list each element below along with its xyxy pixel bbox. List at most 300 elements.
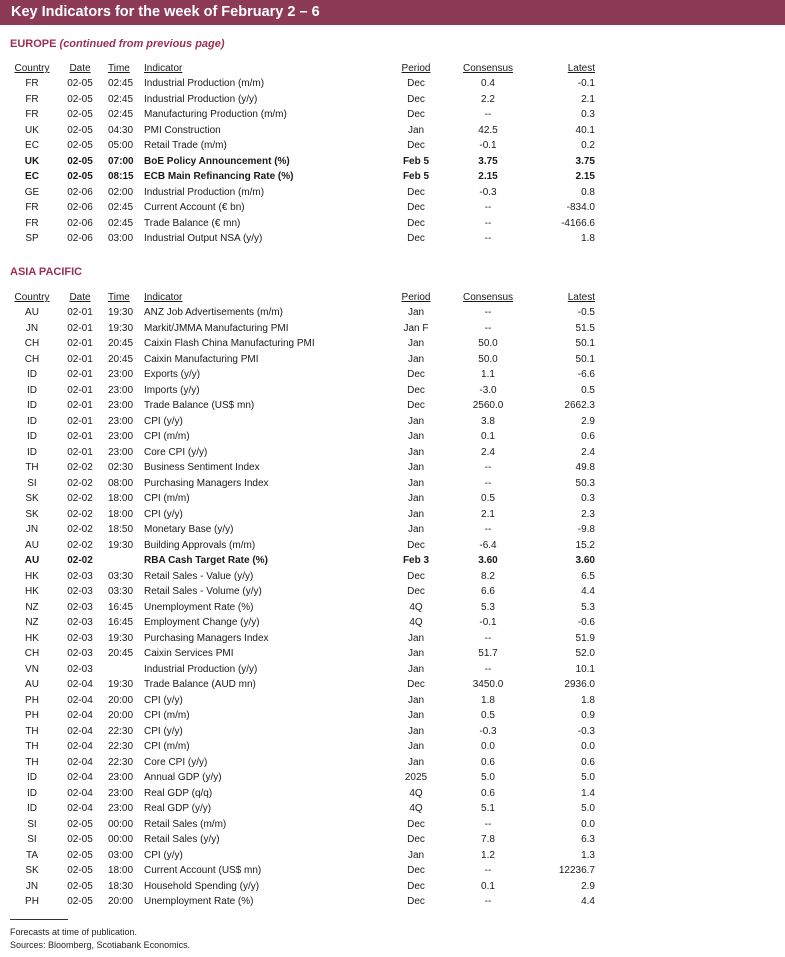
cell-date: 02-04 xyxy=(67,710,93,721)
cell-time: 19:30 xyxy=(108,322,134,334)
cell-country: TH xyxy=(25,725,39,737)
cell-latest: -0.6 xyxy=(577,617,595,628)
cell-time: 23:00 xyxy=(108,446,134,458)
table-row xyxy=(10,662,595,678)
cell-indicator: CPI (m/m) xyxy=(144,493,190,504)
cell-latest: -4166.6 xyxy=(561,217,595,229)
cell-indicator: Retail Sales (y/y) xyxy=(144,834,220,845)
cell-time: 19:30 xyxy=(108,632,134,644)
cell-indicator: CPI (m/m) xyxy=(144,710,190,721)
cell-country: VN xyxy=(25,663,39,675)
cell-time xyxy=(106,553,141,569)
cell-indicator: Manufacturing Production (m/m) xyxy=(144,109,287,120)
cell-date: 02-02 xyxy=(67,477,93,489)
cell-latest: 52.0 xyxy=(575,648,595,659)
cell-time: 22:30 xyxy=(108,741,134,752)
table-row xyxy=(10,231,595,247)
table-row xyxy=(10,476,595,492)
cell-date: 02-05 xyxy=(67,880,93,892)
col-date-header: Date xyxy=(69,63,91,74)
cell-latest: 0.3 xyxy=(581,493,595,504)
cell-period: 4Q xyxy=(409,787,423,799)
table-row xyxy=(10,786,595,802)
cell-country: HK xyxy=(25,632,39,644)
cell-latest: 40.1 xyxy=(575,124,595,136)
cell-date: 02-01 xyxy=(67,307,93,318)
table-row xyxy=(10,801,595,817)
cell-time: 08:00 xyxy=(108,477,134,489)
cell-indicator: Trade Balance (€ mn) xyxy=(144,217,241,229)
table-row xyxy=(10,491,595,507)
cell-date: 02-02 xyxy=(67,524,93,535)
cell-indicator: ANZ Job Advertisements (m/m) xyxy=(144,307,283,318)
cell-country: ID xyxy=(27,446,37,458)
cell-period: Dec xyxy=(407,140,425,151)
asia-heading-label: ASIA PACIFIC xyxy=(10,266,83,278)
cell-date: 02-02 xyxy=(67,493,93,504)
cell-date: 02-05 xyxy=(67,818,93,830)
cell-date: 02-01 xyxy=(67,384,93,396)
col-date-header: Date xyxy=(69,292,91,303)
cell-time: 02:00 xyxy=(108,186,134,198)
cell-consensus: -- xyxy=(484,109,492,120)
cell-latest: 5.0 xyxy=(581,772,595,783)
cell-period: Jan xyxy=(407,508,425,520)
cell-indicator: Imports (y/y) xyxy=(144,384,200,396)
cell-period: Jan xyxy=(407,648,425,659)
cell-consensus: 0.6 xyxy=(481,787,495,799)
col-period-header: Period xyxy=(401,292,431,303)
cell-latest: 10.1 xyxy=(575,663,595,675)
cell-latest: 3.60 xyxy=(575,555,595,566)
cell-consensus: 42.5 xyxy=(478,124,498,136)
cell-indicator: Purchasing Managers Index xyxy=(144,477,269,489)
cell-indicator: CPI (m/m) xyxy=(144,741,190,752)
cell-indicator: Retail Sales - Volume (y/y) xyxy=(144,586,262,597)
cell-consensus: 2.2 xyxy=(481,93,495,105)
cell-period: Dec xyxy=(407,865,425,876)
cell-consensus: 8.2 xyxy=(481,570,495,582)
cell-country: SK xyxy=(25,508,39,520)
cell-country: JN xyxy=(25,322,39,334)
cell-consensus: -0.1 xyxy=(479,140,497,151)
cell-country: GE xyxy=(24,186,40,198)
cell-period: Jan xyxy=(407,632,425,644)
cell-period: Jan xyxy=(407,849,425,861)
cell-consensus: 0.0 xyxy=(481,741,495,752)
cell-time: 20:00 xyxy=(108,896,134,907)
cell-indicator: CPI (y/y) xyxy=(144,849,183,861)
cell-period: 4Q xyxy=(409,803,423,814)
cell-indicator: ECB Main Refinancing Rate (%) xyxy=(144,171,294,182)
cell-country: HK xyxy=(25,570,39,582)
cell-country: AU xyxy=(25,539,39,551)
cell-time: 04:30 xyxy=(108,124,134,136)
cell-date: 02-01 xyxy=(67,446,93,458)
table-row xyxy=(10,677,595,693)
cell-consensus: -- xyxy=(484,896,492,907)
europe-table-body xyxy=(10,76,595,247)
cell-country: SI xyxy=(27,477,37,489)
cell-time: 23:00 xyxy=(108,772,134,783)
cell-date: 02-06 xyxy=(67,217,93,229)
cell-indicator: CPI (y/y) xyxy=(144,725,183,737)
cell-latest: 51.9 xyxy=(575,632,595,644)
cell-period: Dec xyxy=(407,679,425,690)
cell-period: Jan xyxy=(407,338,425,349)
cell-indicator: Unemployment Rate (%) xyxy=(144,896,254,907)
cell-indicator: Caixin Manufacturing PMI xyxy=(144,353,259,365)
europe-heading-label: EUROPE xyxy=(10,38,57,50)
cell-consensus: 0.4 xyxy=(481,78,495,89)
col-country-header: Country xyxy=(14,292,50,303)
cell-date: 02-05 xyxy=(67,849,93,861)
cell-indicator: PMI Construction xyxy=(144,124,221,136)
cell-latest: 2.9 xyxy=(581,415,595,427)
cell-period: Jan xyxy=(407,477,425,489)
cell-country: FR xyxy=(25,109,39,120)
cell-latest: 4.4 xyxy=(581,896,595,907)
cell-indicator: CPI (y/y) xyxy=(144,694,183,706)
cell-indicator: CPI (y/y) xyxy=(144,508,183,520)
cell-country: ID xyxy=(27,431,37,442)
cell-period: Feb 5 xyxy=(402,171,430,182)
table-header-row xyxy=(10,61,595,76)
cell-country: PH xyxy=(25,694,39,706)
cell-indicator: Household Spending (y/y) xyxy=(144,880,260,892)
table-row xyxy=(10,538,595,554)
cell-period: Dec xyxy=(407,217,425,229)
table-row xyxy=(10,770,595,786)
europe-subheading: (continued from previous page) xyxy=(59,38,225,50)
cell-time: 18:30 xyxy=(108,880,134,892)
cell-latest: 1.4 xyxy=(581,787,595,799)
cell-period: Dec xyxy=(407,539,425,551)
cell-date: 02-01 xyxy=(67,369,93,380)
cell-consensus: -- xyxy=(484,524,492,535)
cell-consensus: 1.8 xyxy=(481,694,495,706)
cell-indicator: Real GDP (y/y) xyxy=(144,803,212,814)
cell-consensus: -- xyxy=(484,477,492,489)
cell-latest: 6.3 xyxy=(581,834,595,845)
cell-country: UK xyxy=(25,124,39,136)
cell-time: 00:00 xyxy=(108,834,134,845)
cell-latest: 0.3 xyxy=(581,109,595,120)
table-row xyxy=(10,429,595,445)
cell-consensus: -3.0 xyxy=(479,384,497,396)
cell-date: 02-01 xyxy=(67,431,93,442)
cell-time: 23:00 xyxy=(108,803,134,814)
cell-latest: -9.8 xyxy=(577,524,595,535)
cell-indicator: Retail Sales - Value (y/y) xyxy=(144,570,254,582)
cell-time: 02:45 xyxy=(108,93,134,105)
cell-consensus: -0.3 xyxy=(479,725,497,737)
cell-indicator: Trade Balance (US$ mn) xyxy=(144,400,255,411)
cell-date: 02-03 xyxy=(67,632,93,644)
cell-latest: 0.0 xyxy=(581,818,595,830)
cell-latest: 5.3 xyxy=(581,601,595,613)
cell-country: CH xyxy=(24,338,40,349)
asia-table-body xyxy=(10,305,595,910)
cell-date: 02-04 xyxy=(67,679,93,690)
table-row xyxy=(10,507,595,523)
cell-date: 02-06 xyxy=(67,233,93,244)
cell-latest: 2.9 xyxy=(581,880,595,892)
cell-date: 02-04 xyxy=(67,694,93,706)
cell-indicator: CPI (y/y) xyxy=(144,415,183,427)
cell-indicator: Industrial Production (m/m) xyxy=(144,186,265,198)
cell-date: 02-05 xyxy=(67,124,93,136)
cell-date: 02-03 xyxy=(67,617,93,628)
cell-latest: 6.5 xyxy=(581,570,595,582)
cell-period: 2025 xyxy=(404,772,428,783)
cell-time: 03:30 xyxy=(108,570,134,582)
cell-consensus: 1.1 xyxy=(481,369,495,380)
cell-indicator: Real GDP (q/q) xyxy=(144,787,213,799)
cell-latest: 12236.7 xyxy=(558,865,595,876)
cell-indicator: Current Account (€ bn) xyxy=(144,202,245,213)
cell-latest: -0.5 xyxy=(577,307,595,318)
cell-consensus: -- xyxy=(484,632,492,644)
cell-country: PH xyxy=(25,896,39,907)
cell-period: Dec xyxy=(407,93,425,105)
cell-time: 23:00 xyxy=(108,415,134,427)
cell-consensus: 2560.0 xyxy=(472,400,504,411)
cell-period: Dec xyxy=(407,384,425,396)
cell-indicator: Current Account (US$ mn) xyxy=(144,865,262,876)
cell-time: 18:00 xyxy=(108,493,134,504)
cell-period: Dec xyxy=(407,78,425,89)
cell-consensus: 50.0 xyxy=(478,353,498,365)
cell-latest: 1.8 xyxy=(581,694,595,706)
cell-time: 16:45 xyxy=(108,601,134,613)
cell-country: HK xyxy=(25,586,39,597)
cell-period: Jan xyxy=(407,462,425,473)
table-row xyxy=(10,352,595,368)
cell-date: 02-04 xyxy=(67,756,93,768)
cell-date: 02-03 xyxy=(67,601,93,613)
cell-consensus: 3.75 xyxy=(478,155,498,167)
cell-country: FR xyxy=(25,217,39,229)
cell-time: 02:45 xyxy=(108,202,134,213)
cell-indicator: Caixin Flash China Manufacturing PMI xyxy=(144,338,315,349)
cell-time: 07:00 xyxy=(108,155,134,167)
table-row xyxy=(10,107,595,123)
cell-time: 20:00 xyxy=(108,694,134,706)
cell-period: Jan xyxy=(407,493,425,504)
cell-period: Jan xyxy=(407,756,425,768)
cell-date: 02-04 xyxy=(67,741,93,752)
cell-date: 02-06 xyxy=(67,186,93,198)
cell-date: 02-01 xyxy=(67,415,93,427)
cell-indicator: Building Approvals (m/m) xyxy=(144,539,256,551)
cell-consensus: -0.3 xyxy=(479,186,497,198)
cell-period: Feb 3 xyxy=(402,555,430,566)
cell-latest: 50.3 xyxy=(575,477,595,489)
cell-time: 23:00 xyxy=(108,787,134,799)
cell-date: 02-03 xyxy=(67,570,93,582)
cell-date: 02-03 xyxy=(67,648,93,659)
cell-consensus: -0.1 xyxy=(479,617,497,628)
cell-date: 02-05 xyxy=(67,834,93,845)
table-row xyxy=(10,755,595,771)
table-row xyxy=(10,383,595,399)
cell-indicator: Unemployment Rate (%) xyxy=(144,601,254,613)
cell-country: FR xyxy=(25,78,39,89)
cell-latest: 0.8 xyxy=(581,186,595,198)
cell-date: 02-02 xyxy=(67,508,93,520)
cell-indicator: CPI (m/m) xyxy=(144,431,190,442)
cell-consensus: -- xyxy=(484,202,492,213)
cell-consensus: 2.15 xyxy=(478,171,498,182)
cell-consensus: 0.1 xyxy=(481,431,495,442)
cell-consensus: 1.2 xyxy=(481,849,495,861)
cell-consensus: 5.0 xyxy=(481,772,495,783)
cell-date: 02-03 xyxy=(67,663,93,675)
col-latest-header: Latest xyxy=(567,63,595,74)
cell-date: 02-06 xyxy=(67,202,93,213)
cell-indicator: Industrial Production (y/y) xyxy=(144,663,258,675)
cell-time: 02:45 xyxy=(108,78,134,89)
cell-time: 20:45 xyxy=(108,648,134,659)
cell-time: 02:30 xyxy=(108,462,134,473)
cell-date: 02-05 xyxy=(67,896,93,907)
cell-latest: -6.6 xyxy=(577,369,595,380)
table-row xyxy=(10,367,595,383)
cell-latest: 2.1 xyxy=(581,93,595,105)
cell-time: 23:00 xyxy=(108,431,134,442)
table-row xyxy=(10,631,595,647)
cell-time: 18:50 xyxy=(108,524,134,535)
cell-time: 18:00 xyxy=(108,865,134,876)
col-consensus-header: Consensus xyxy=(462,63,514,74)
cell-period: Jan xyxy=(407,431,425,442)
cell-consensus: -- xyxy=(484,307,492,318)
table-row xyxy=(10,216,595,232)
table-row xyxy=(10,708,595,724)
cell-consensus: 3.8 xyxy=(481,415,495,427)
cell-period: Jan xyxy=(407,694,425,706)
cell-latest: 2662.3 xyxy=(564,400,595,411)
cell-time: 22:30 xyxy=(108,725,134,737)
cell-period: Dec xyxy=(407,109,425,120)
table-row xyxy=(10,832,595,848)
cell-consensus: -- xyxy=(484,322,492,334)
cell-date: 02-01 xyxy=(67,322,93,334)
cell-latest: 51.5 xyxy=(575,322,595,334)
cell-country: AU xyxy=(25,307,39,318)
cell-time: 20:45 xyxy=(108,353,134,365)
table-row xyxy=(10,646,595,662)
col-period-header: Period xyxy=(401,63,431,74)
cell-country: TA xyxy=(25,849,39,861)
cell-country: CH xyxy=(24,353,40,365)
cell-indicator: Employment Change (y/y) xyxy=(144,617,260,628)
cell-consensus: 50.0 xyxy=(478,338,498,349)
cell-country: SP xyxy=(25,233,39,244)
cell-latest: 0.2 xyxy=(581,140,595,151)
cell-country: EC xyxy=(25,140,39,151)
table-row xyxy=(10,169,595,185)
table-row xyxy=(10,138,595,154)
cell-indicator: Monetary Base (y/y) xyxy=(144,524,234,535)
cell-country: FR xyxy=(25,202,39,213)
cell-period: Dec xyxy=(407,834,425,845)
cell-indicator: Core CPI (y/y) xyxy=(144,446,208,458)
cell-time: 20:45 xyxy=(108,338,134,349)
col-consensus-header: Consensus xyxy=(462,292,514,303)
table-row xyxy=(10,398,595,414)
cell-period: Jan xyxy=(407,124,425,136)
table-row xyxy=(10,693,595,709)
europe-indicator-table xyxy=(10,61,595,247)
cell-consensus: -- xyxy=(484,217,492,229)
cell-date: 02-04 xyxy=(67,787,93,799)
asia-indicator-table xyxy=(10,290,595,910)
cell-country: TH xyxy=(25,756,39,768)
cell-latest: 0.5 xyxy=(581,384,595,396)
cell-consensus: 7.8 xyxy=(481,834,495,845)
cell-time xyxy=(106,662,141,678)
table-row xyxy=(10,321,595,337)
cell-consensus: 5.3 xyxy=(481,601,495,613)
cell-period: Feb 5 xyxy=(402,155,430,167)
cell-period: Jan xyxy=(407,741,425,752)
table-row xyxy=(10,154,595,170)
table-row xyxy=(10,185,595,201)
cell-consensus: 0.6 xyxy=(481,756,495,768)
cell-consensus: -- xyxy=(484,865,492,876)
table-row xyxy=(10,336,595,352)
table-row xyxy=(10,123,595,139)
cell-time: 23:00 xyxy=(108,384,134,396)
cell-time: 03:30 xyxy=(108,586,134,597)
table-row xyxy=(10,600,595,616)
cell-latest: 3.75 xyxy=(575,155,595,167)
cell-latest: 4.4 xyxy=(581,586,595,597)
cell-time: 02:45 xyxy=(108,217,134,229)
cell-latest: 1.8 xyxy=(581,233,595,244)
cell-latest: 0.6 xyxy=(581,431,595,442)
cell-latest: 15.2 xyxy=(575,539,595,551)
cell-indicator: Industrial Production (m/m) xyxy=(144,78,265,89)
cell-period: Jan xyxy=(407,663,425,675)
table-row xyxy=(10,522,595,538)
cell-consensus: 5.1 xyxy=(481,803,495,814)
cell-date: 02-04 xyxy=(67,772,93,783)
cell-country: CH xyxy=(24,648,40,659)
cell-period: 4Q xyxy=(409,601,423,613)
cell-latest: 1.3 xyxy=(581,849,595,861)
cell-time: 20:00 xyxy=(108,710,134,721)
asia-section-heading xyxy=(10,266,82,278)
cell-time: 08:15 xyxy=(108,171,134,182)
cell-country: NZ xyxy=(25,617,39,628)
cell-consensus: 2.4 xyxy=(481,446,495,458)
cell-time: 19:30 xyxy=(108,307,134,318)
cell-latest: 2.3 xyxy=(581,508,595,520)
cell-time: 02:45 xyxy=(108,109,134,120)
cell-country: ID xyxy=(27,772,37,783)
cell-latest: -834.0 xyxy=(566,202,595,213)
cell-period: Dec xyxy=(407,233,425,244)
cell-period: Jan xyxy=(407,446,425,458)
cell-country: SI xyxy=(27,834,37,845)
cell-period: Dec xyxy=(407,186,425,198)
cell-country: SK xyxy=(25,493,39,504)
cell-time: 23:00 xyxy=(108,369,134,380)
table-row xyxy=(10,200,595,216)
